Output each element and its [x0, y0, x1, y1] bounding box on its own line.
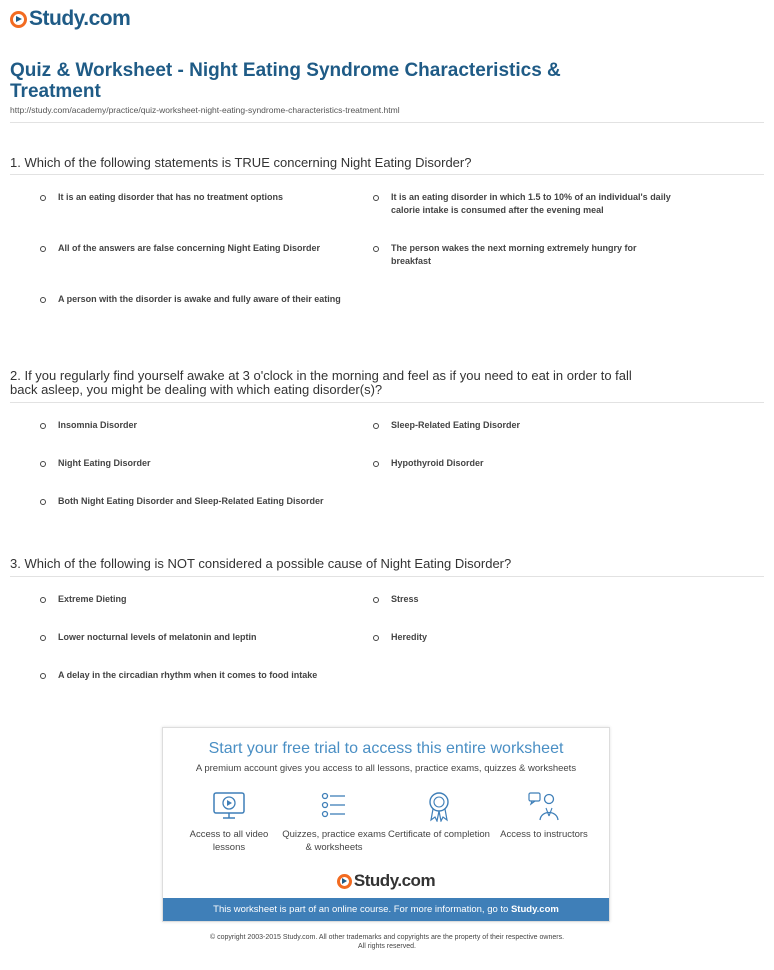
- certificate-icon: [421, 790, 457, 822]
- radio-button[interactable]: [40, 246, 46, 252]
- answer-option[interactable]: All of the answers are false concerning Night Eating Disorder: [40, 242, 360, 255]
- radio-button[interactable]: [373, 597, 379, 603]
- divider: [10, 402, 764, 403]
- play-logo-icon: [337, 874, 352, 889]
- answer-option[interactable]: Both Night Eating Disorder and Sleep-Related Eating Disorder: [40, 495, 370, 508]
- answer-option[interactable]: Stress: [373, 593, 683, 606]
- promo-subtitle: A premium account gives you access to all lessons, practice exams, quizzes & worksheets: [195, 763, 577, 774]
- radio-button[interactable]: [40, 461, 46, 467]
- feature-label: Access to all video lessons: [189, 829, 269, 853]
- promo-bar-text: This worksheet is part of an online course. For more information, go to: [213, 904, 509, 915]
- feature-quizzes: [279, 790, 389, 854]
- answer-option[interactable]: Insomnia Disorder: [40, 419, 350, 432]
- radio-button[interactable]: [373, 246, 379, 252]
- radio-button[interactable]: [373, 195, 379, 201]
- answer-option[interactable]: Hypothyroid Disorder: [373, 457, 683, 470]
- answer-option[interactable]: It is an eating disorder in which 1.5 to 10% of an individual's daily calorie intake is consumed after the evening meal: [373, 191, 693, 217]
- logo-text: Study.com: [29, 7, 131, 30]
- answer-option[interactable]: Heredity: [373, 631, 683, 644]
- page-title: Quiz & Worksheet - Night Eating Syndrome Characteristics & Treatment: [10, 60, 561, 102]
- promo-title[interactable]: Start your free trial to access this entire worksheet: [208, 740, 564, 757]
- free-trial-promo[interactable]: [162, 727, 610, 922]
- divider: [10, 576, 764, 577]
- radio-button[interactable]: [40, 499, 46, 505]
- divider: [10, 174, 764, 175]
- radio-button[interactable]: [40, 297, 46, 303]
- question-3: 3. Which of the following is NOT considered a possible cause of Night Eating Disorder?: [10, 556, 512, 571]
- answer-option[interactable]: It is an eating disorder that has no treatment options: [40, 191, 350, 204]
- play-logo-icon: [10, 11, 27, 28]
- answer-option[interactable]: A delay in the circadian rhythm when it comes to food intake: [40, 669, 370, 682]
- quiz-list-icon: [316, 790, 352, 822]
- answer-option[interactable]: A person with the disorder is awake and fully aware of their eating: [40, 293, 350, 306]
- radio-button[interactable]: [40, 195, 46, 201]
- answer-option[interactable]: The person wakes the next morning extremely hungry for breakfast: [373, 242, 678, 268]
- study-link[interactable]: Study.com: [510, 904, 559, 915]
- promo-logo[interactable]: [163, 871, 609, 891]
- question-1: 1. Which of the following statements is TRUE concerning Night Eating Disorder?: [10, 155, 472, 170]
- radio-button[interactable]: [373, 461, 379, 467]
- study-logo[interactable]: [10, 7, 130, 31]
- feature-instructors: [489, 790, 599, 841]
- radio-button[interactable]: [40, 423, 46, 429]
- radio-button[interactable]: [40, 597, 46, 603]
- instructor-icon: [526, 790, 562, 822]
- radio-button[interactable]: [373, 635, 379, 641]
- radio-button[interactable]: [40, 673, 46, 679]
- divider: [10, 122, 764, 123]
- question-2: 2. If you regularly find yourself awake at 3 o'clock in the morning and feel as if you need to eat in order to fall back asleep, you might be dealing with which eating disorder(s)?: [10, 368, 632, 397]
- copyright-text: © copyright 2003-2015 Study.com. All other trademarks and copyrights are the property of their respective owners.: [209, 934, 565, 941]
- radio-button[interactable]: [373, 423, 379, 429]
- rights-text: All rights reserved.: [358, 943, 416, 950]
- copyright-footer: [0, 933, 774, 951]
- feature-label: Access to instructors: [500, 829, 588, 840]
- video-lesson-icon: [211, 790, 247, 822]
- promo-info-bar: [163, 898, 609, 921]
- logo-text: Study.com: [353, 871, 436, 890]
- feature-label: Certificate of completion: [388, 829, 490, 840]
- answer-option[interactable]: Night Eating Disorder: [40, 457, 350, 470]
- answer-option[interactable]: Lower nocturnal levels of melatonin and leptin: [40, 631, 350, 644]
- feature-label: Quizzes, practice exams & worksheets: [282, 829, 386, 853]
- feature-video-lessons: [174, 790, 284, 854]
- feature-certificate: [384, 790, 494, 841]
- page-url: http://study.com/academy/practice/quiz-worksheet-night-eating-syndrome-characteristics-treatment.html: [10, 105, 400, 115]
- answer-option[interactable]: Sleep-Related Eating Disorder: [373, 419, 683, 432]
- answer-option[interactable]: Extreme Dieting: [40, 593, 350, 606]
- radio-button[interactable]: [40, 635, 46, 641]
